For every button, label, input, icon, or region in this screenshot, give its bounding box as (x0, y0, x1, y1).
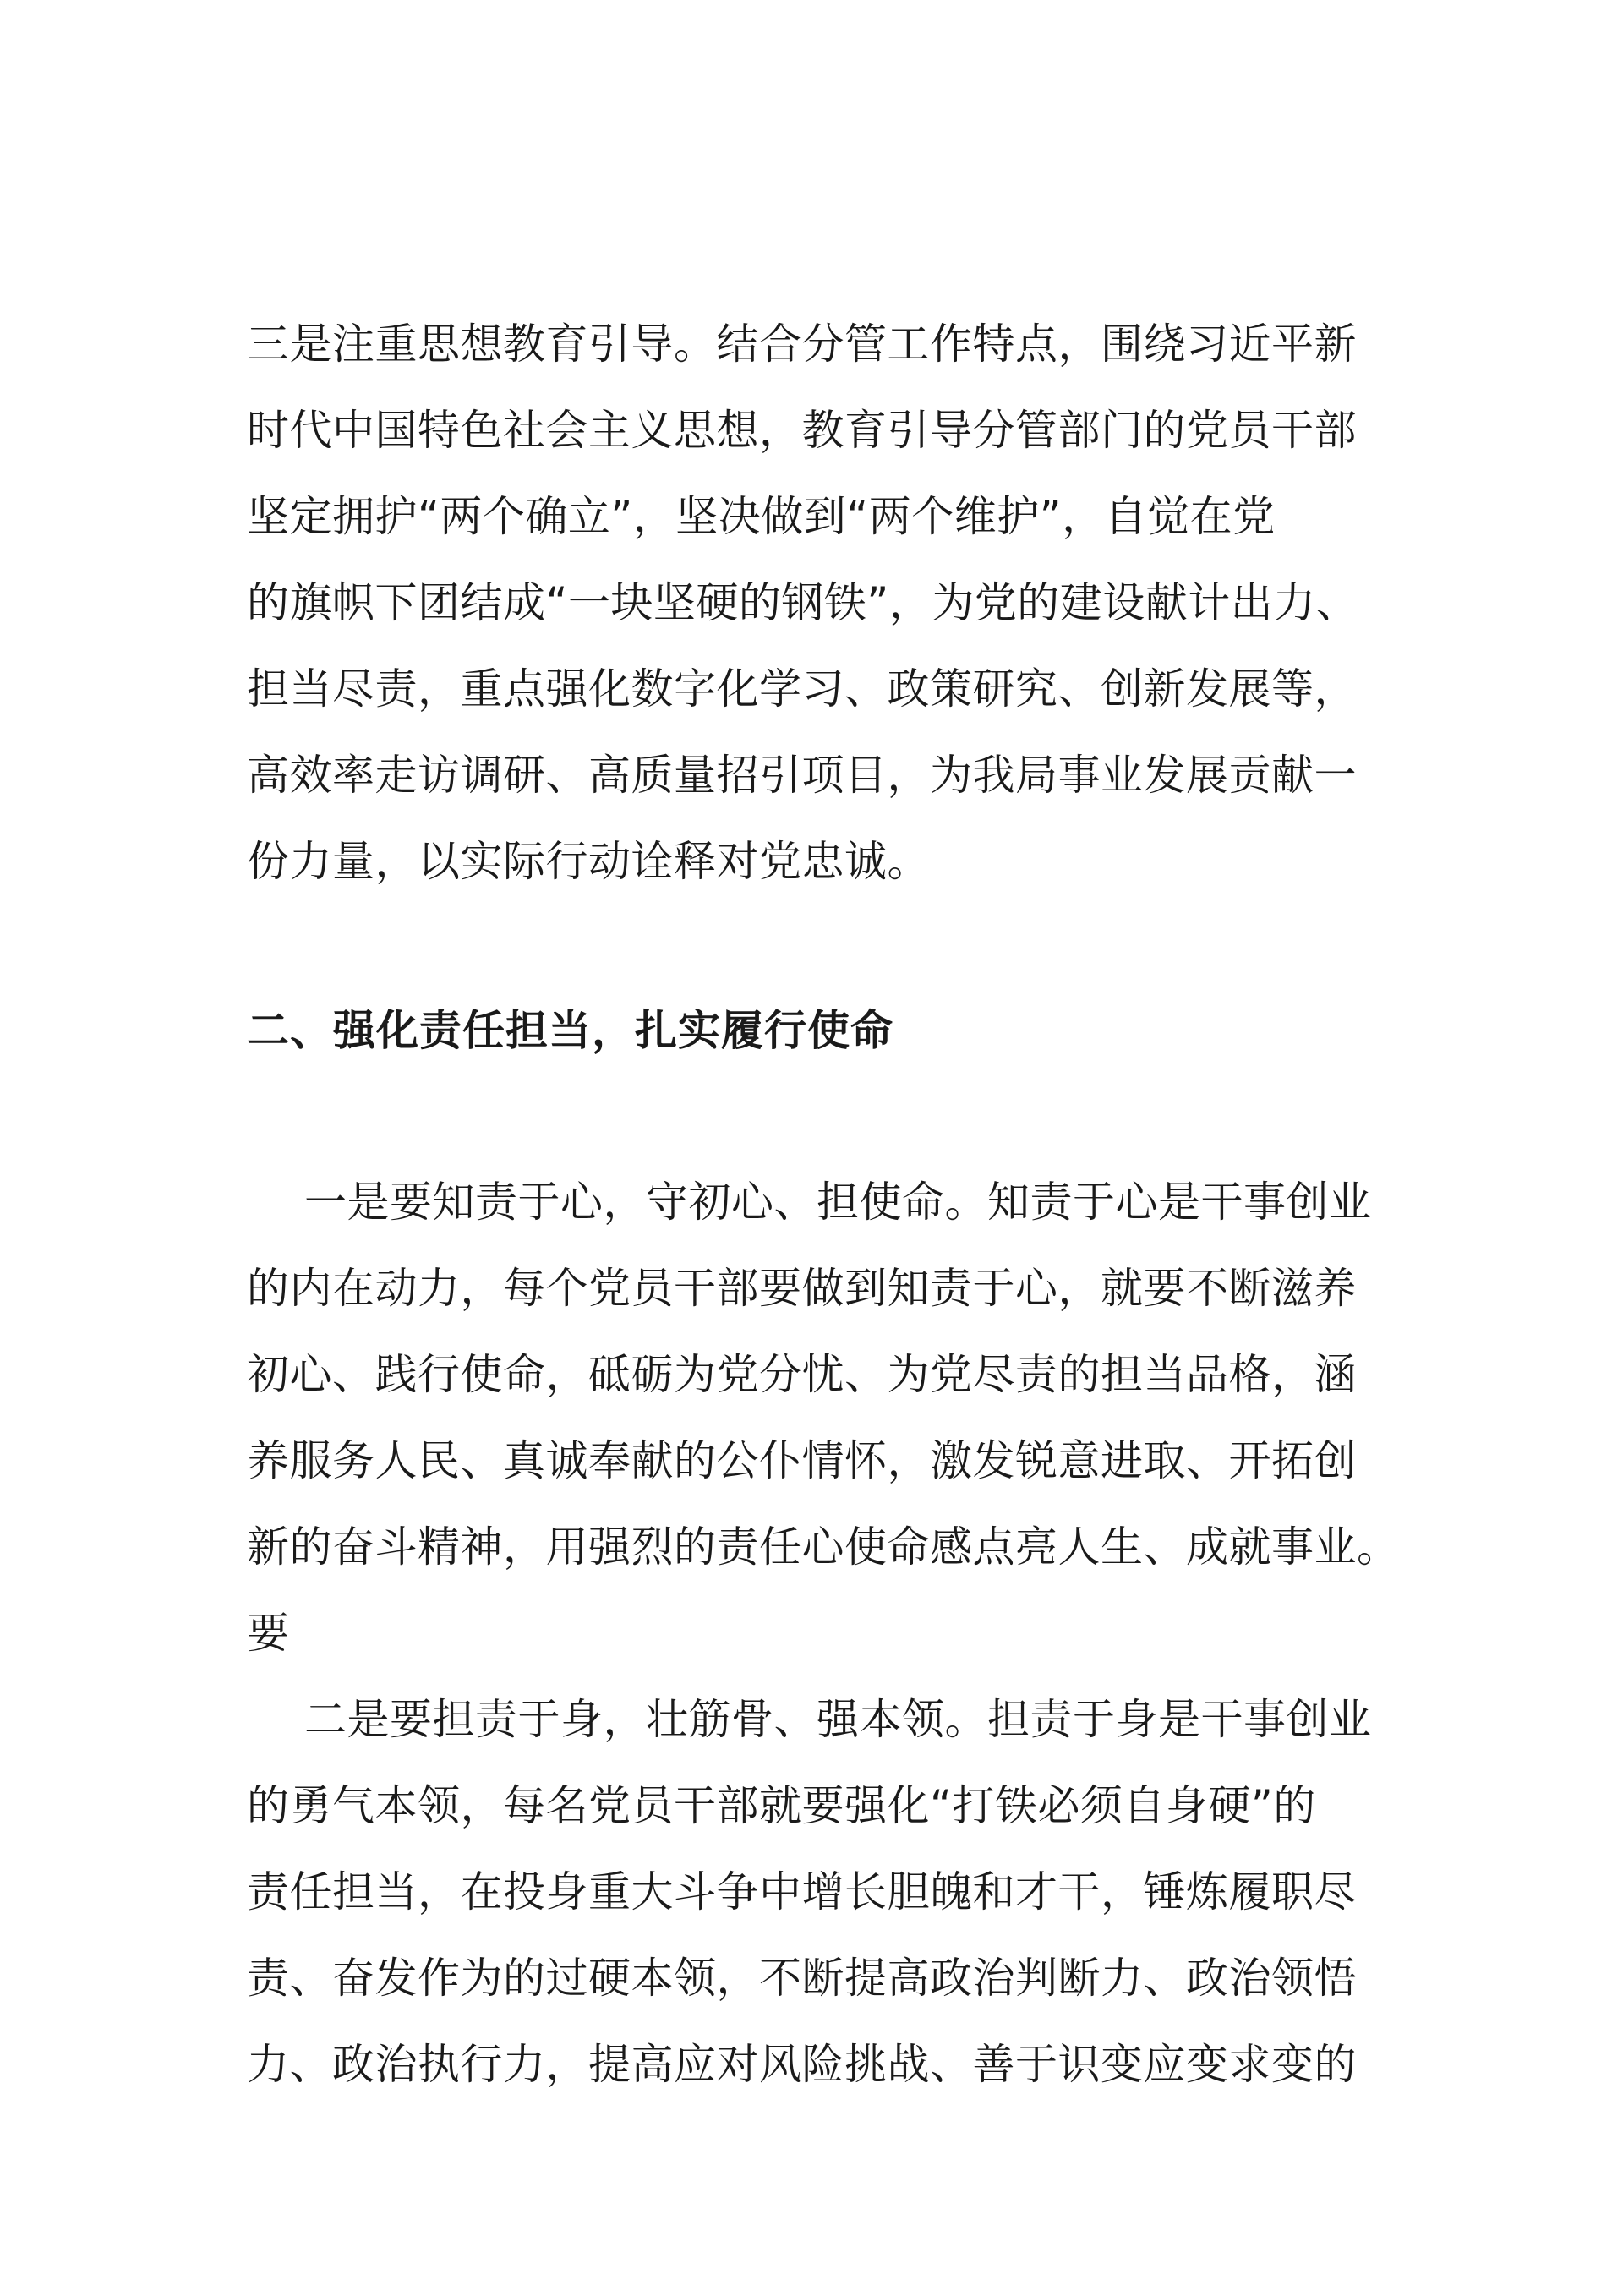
para1-line-7: 份力量，以实际行动诠释对党忠诚。 (247, 837, 930, 886)
para2-line-1: 一是要知责于心，守初心、担使命。知责于心是干事创业 (304, 1178, 1372, 1227)
para1-line-5: 担当尽责，重点强化数字化学习、政策研究、创新发展等， (247, 664, 1357, 713)
para2-line-5: 新的奋斗精神，用强烈的责任心使命感点亮人生、成就事业。 (247, 1522, 1400, 1572)
para3-line-4: 责、奋发作为的过硬本领，不断提高政治判断力、政治领悟 (247, 1954, 1357, 2003)
para1-line-2: 时代中国特色社会主义思想，教育引导分管部门的党员干部 (247, 406, 1357, 455)
para1-line-3: 坚定拥护“两个确立”，坚决做到“两个维护”，自觉在党 (247, 492, 1276, 541)
para2-line-3: 初心、践行使命，砥砺为党分忧、为党尽责的担当品格，涵 (247, 1350, 1357, 1399)
para2-line-6: 要 (247, 1609, 290, 1658)
para1-line-6: 高效率走访调研、高质量招引项目，为我局事业发展贡献一 (247, 751, 1357, 800)
section-heading: 二、强化责任担当，扎实履行使命 (247, 1006, 893, 1055)
para2-line-4: 养服务人民、真诚奉献的公仆情怀，激发锐意进取、开拓创 (247, 1436, 1357, 1485)
para1-line-4: 的旗帜下团结成“一块坚硬的钢铁”，为党的建设献计出力、 (247, 578, 1359, 627)
para3-line-3: 责任担当，在投身重大斗争中增长胆魄和才干，锤炼履职尽 (247, 1867, 1357, 1916)
para3-line-2: 的勇气本领，每名党员干部就要强化“打铁必须自身硬”的 (247, 1781, 1316, 1830)
para3-line-1: 二是要担责于身，壮筋骨、强本领。担责于身是干事创业 (304, 1695, 1372, 1744)
para2-line-2: 的内在动力，每个党员干部要做到知责于心，就要不断滋养 (247, 1264, 1357, 1313)
para3-line-5: 力、政治执行力，提高应对风险挑战、善于识变应变求变的 (247, 2040, 1357, 2089)
para1-line-1: 三是注重思想教育引导。结合分管工作特点，围绕习近平新 (247, 320, 1357, 369)
